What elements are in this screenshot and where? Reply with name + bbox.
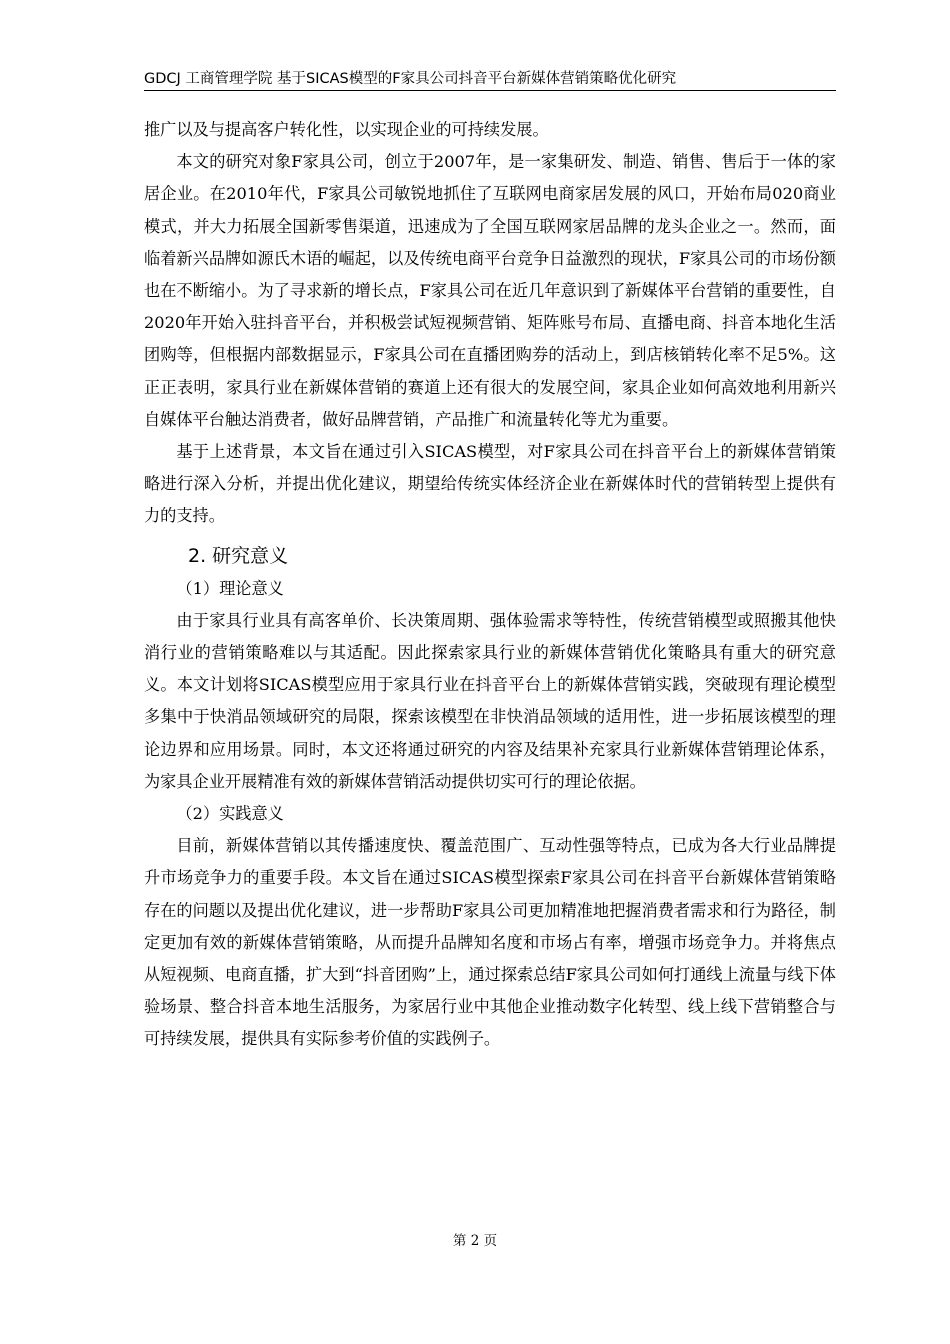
paragraph-practice: 目前，新媒体营销以其传播速度快、覆盖范围广、互动性强等特点，已成为各大行业品牌提升市场竞争力的重要手段。本文旨在通过SICAS模型探索F家具公司在抖音平台新媒体营销策略存在的问题以及提出优化建议，进一步帮助F家具公司更加精准地把握消费者需求和行为路径，制定更加有效的新媒体营销策略，从而提升品牌知名度和市场占有率，增强市场竞争力。并将焦点从短视频、电商直播，扩大到“抖音团购”上，通过探索总结F家具公司如何打通线上流量与线下体验场景、整合抖音本地生活服务，为家居行业中其他企业推动数字化转型、线上线下营销整合与可持续发展，提供具有实际参考价值的实践例子。 [144,836,836,1049]
paragraph-research-object: 本文的研究对象F家具公司，创立于2007年，是一家集研发、制造、销售、售后于一体的家居企业。在2010年代，F家具公司敏锐地抓住了互联网电商家居发展的风口，开始布局020商业模式，并大力拓展全国新零售渠道，迅速成为了全国互联网家居品牌的龙头企业之一。然而，面临着新兴品牌如源氏木语的崛起，以及传统电商平台竞争日益激烈的现状，F家具公司的市场份额也在不断缩小。为了寻求新的增长点，F家具公司在近几年意识到了新媒体平台营销的重要性，自2020年开始入驻抖音平台，并积极尝试短视频营销、矩阵账号布局、直播电商、抖音本地化生活团购等，但根据内部数据显示，F家具公司在直播团购券的活动上，到店核销转化率不足5%。这正正表明，家具行业在新媒体营销的赛道上还有很大的发展空间，家具企业如何高效地利用新兴自媒体平台触达消费者，做好品牌营销，产品推广和流量转化等尤为重要。 [144,152,836,429]
subheading-practice: （2）实践意义 [176,804,284,824]
section-heading: 2. 研究意义 [188,544,289,567]
paragraph-theory: 由于家具行业具有高客单价、长决策周期、强体验需求等特性，传统营销模型或照搬其他快消行业的营销策略难以与其适配。因此探索家具行业的新媒体营销优化策略具有重大的研究意义。本文计划将SICAS模型应用于家具行业在抖音平台上的新媒体营销实践，突破现有理论模型多集中于快消品领域研究的局限，探索该模型在非快消品领域的适用性，进一步拓展该模型的理论边界和应用场景。同时，本文还将通过研究的内容及结果补充家具行业新媒体营销理论体系，为家具企业开展精准有效的新媒体营销活动提供切实可行的理论依据。 [144,610,836,791]
paragraph-continued: 推广以及与提高客户转化性，以实现企业的可持续发展。 [144,120,549,139]
body-text [144,114,836,1056]
paragraph-background-aim: 基于上述背景，本文旨在通过引入SICAS模型，对F家具公司在抖音平台上的新媒体营销策略进行深入分析，并提出优化建议，期望给传统实体经济企业在新媒体时代的营销转型上提供有力的支持。 [144,442,836,526]
running-header: GDCJ 工商管理学院 基于SICAS模型的F家具公司抖音平台新媒体营销策略优化研究 [144,68,836,91]
subheading-theory: （1）理论意义 [176,578,284,598]
page-number: 第 2 页 [452,1233,498,1249]
